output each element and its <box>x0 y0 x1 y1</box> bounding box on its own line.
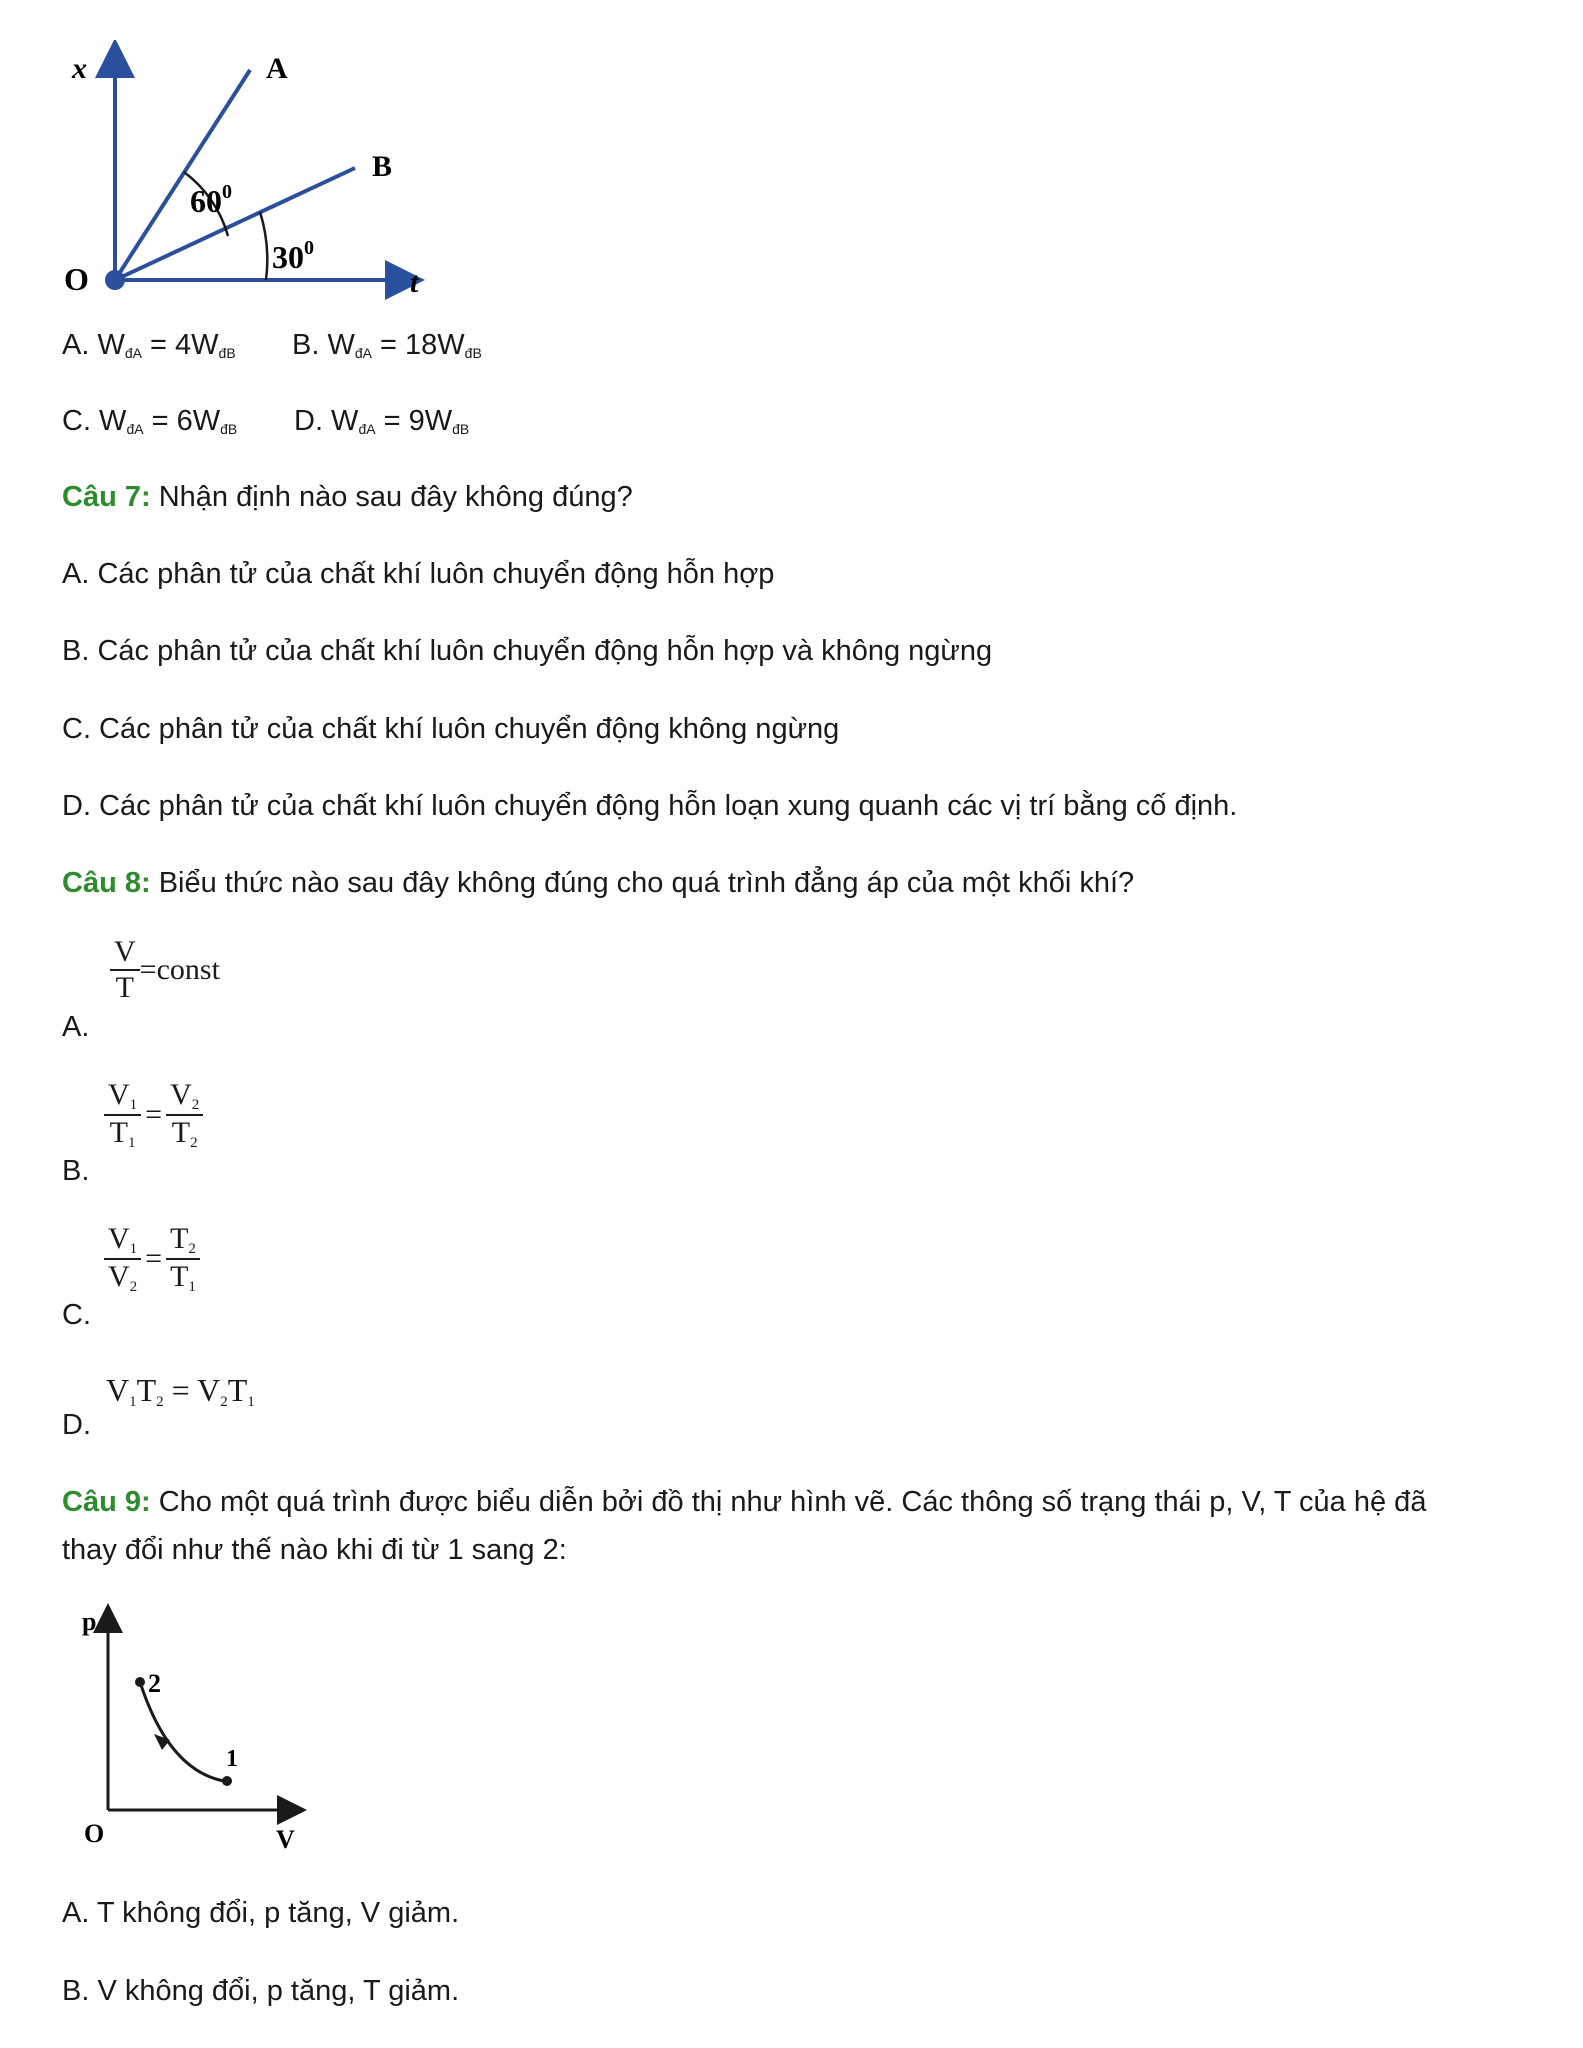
q6-option-d: D. $W_{đA} = 9W_{đB}$ <box>294 405 470 437</box>
origin-point <box>105 270 125 290</box>
q8-letter-b: B. <box>62 1155 90 1187</box>
q6-option-a: A. $W_{đA} = 4W_{đB}$ <box>62 329 236 361</box>
label-60: $60^0$ <box>190 181 232 219</box>
q9-question-line1: Câu 9: Cho một quá trình được biểu diễn bởi đồ thị như hình vẽ. Các thông số trạng thái p, V, T của hệ đã <box>62 1486 1427 1518</box>
q8-letter-d: D. <box>62 1409 91 1441</box>
label-2: 2 <box>148 1669 161 1698</box>
q8-formula-b: $\frac{V1}{T1}$ = $\frac{V2}{T2}$ <box>104 1078 203 1152</box>
xt-graph <box>60 40 440 300</box>
q7-label: Câu 7: <box>62 481 151 513</box>
point-1 <box>222 1776 232 1786</box>
q6-option-b: B. $W_{đA} = 18W_{đB}$ <box>292 329 482 361</box>
label-origin: O <box>64 261 89 297</box>
curve-arrow-icon <box>154 1734 170 1750</box>
angle-arc-30 <box>260 212 267 280</box>
q8-letter-c: C. <box>62 1299 91 1331</box>
q8-formula-d: V1T2 = V2T1 <box>106 1372 255 1410</box>
label-x: x <box>72 52 87 85</box>
q7-option-d: D. Các phân tử của chất khí luôn chuyển động hỗn loạn xung quanh các vị trí bằng cố định. <box>62 790 1238 822</box>
q8-formula-a: $\frac{V}{T}$ =const <box>110 935 220 1005</box>
pv-graph <box>70 1600 330 1870</box>
q7-question: Câu 7: Nhận định nào sau đây không đúng? <box>62 481 633 513</box>
q8-letter-a: A. <box>62 1011 90 1043</box>
q8-formula-c: $\frac{V1}{V2}$ = $\frac{T2}{T1}$ <box>104 1222 200 1296</box>
q6-option-c: C. $W_{đA} = 6W_{đB}$ <box>62 405 238 437</box>
label-p: p <box>82 1607 97 1636</box>
q8-question: Câu 8: Biểu thức nào sau đây không đúng cho quá trình đẳng áp của một khối khí? <box>62 867 1135 899</box>
label-1: 1 <box>226 1746 238 1772</box>
point-2 <box>135 1677 145 1687</box>
q7-option-b: B. Các phân tử của chất khí luôn chuyển động hỗn hợp và không ngừng <box>62 635 993 667</box>
label-a: A <box>266 52 288 85</box>
label-b: B <box>372 150 393 183</box>
q9-option-a: A. T không đổi, p tăng, V giảm. <box>62 1897 460 1929</box>
q7-option-c: C. Các phân tử của chất khí luôn chuyển động không ngừng <box>62 713 840 745</box>
label-v: V <box>276 1825 295 1854</box>
label-t: t <box>410 266 419 299</box>
q9-label: Câu 9: <box>62 1486 151 1518</box>
label-30: $30^0$ <box>272 237 314 275</box>
q8-label: Câu 8: <box>62 867 151 899</box>
q9-option-b: B. V không đổi, p tăng, T giảm. <box>62 1975 460 2007</box>
q9-question-line2: thay đổi như thế nào khi đi từ 1 sang 2: <box>62 1534 567 1566</box>
label-origin-pv: O <box>84 1819 105 1848</box>
q7-option-a: A. Các phân tử của chất khí luôn chuyển động hỗn hợp <box>62 558 775 590</box>
